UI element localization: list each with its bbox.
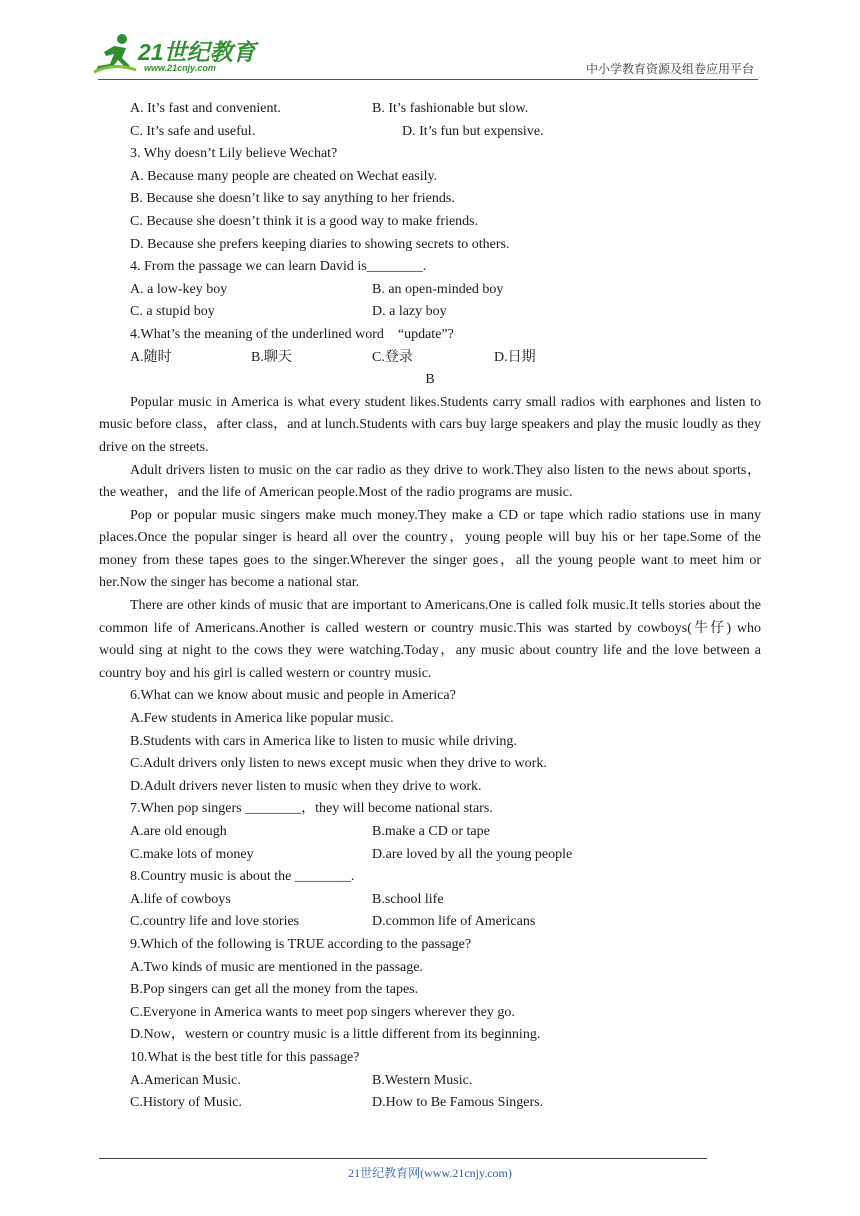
option: C.country life and love stories: [130, 914, 300, 930]
site-logo: [92, 32, 262, 80]
option: C.History of Music.: [130, 1095, 242, 1111]
option: D. a lazy boy: [372, 304, 447, 320]
option: D.common life of Americans: [372, 914, 536, 930]
platform-title: 中小学教育资源及组卷应用平台: [585, 62, 754, 76]
option-row: [99, 889, 761, 912]
option: A.life of cowboys: [130, 891, 231, 907]
option: C.Everyone in America wants to meet pop singers wherever they go.: [130, 1004, 515, 1020]
option: C.Adult drivers only listen to news except music when they drive to work.: [130, 756, 547, 772]
option-row: [99, 301, 761, 324]
page-header: [0, 0, 860, 90]
document-body: [99, 98, 761, 1115]
passage-paragraph: Pop or popular music singers make much money.They make a CD or tape which radio stations use in many places.Once the popular singer is heard all over the country，young people will buy his or her tape.Some of the money from these tapes goes to the singer.Wherever the singer goes，all the young people want to meet him or her.Now the singer has become a national star.: [99, 507, 761, 591]
option: B.Pop singers can get all the money from the tapes.: [130, 982, 419, 998]
footer-link[interactable]: 21世纪教育网(www.21cnjy.com): [348, 1166, 512, 1180]
passage-paragraph: Popular music in America is what every student likes.Students carry small radios with earphones and listen to music before class，after class，and at lunch.Students with cars buy large speakers and play the music loudly as they drive on the streets.: [99, 394, 761, 455]
question: 7.When pop singers ________，they will become national stars.: [130, 801, 493, 817]
option: A. Because many people are cheated on Wechat easily.: [130, 168, 438, 184]
option: B. Because she doesn’t like to say anything to her friends.: [130, 191, 455, 207]
runner-icon: [92, 32, 138, 76]
option: D. It’s fun but expensive.: [402, 123, 544, 139]
option-row: [99, 844, 761, 867]
passage-paragraph: There are other kinds of music that are important to Americans.One is called folk music.It tells stories about the common life of Americans.Another is called western or country music.This was started by cowboys(牛仔) who would sing at night to the cows they were watching.Today，any music about country life and the love between a country boy and his girl is called western or country music.: [99, 598, 761, 681]
option: A.Few students in America like popular music.: [130, 711, 394, 727]
question: 4.What’s the meaning of the underlined word “update”?: [130, 326, 454, 342]
question: 6.What can we know about music and people in America?: [130, 688, 456, 704]
option: A. a low-key boy: [130, 281, 228, 297]
option-row: [99, 347, 761, 370]
option: C. It’s safe and useful.: [130, 123, 256, 139]
option: B.make a CD or tape: [372, 824, 490, 839]
footer-divider: [99, 1158, 707, 1159]
option: D.Adult drivers never listen to music when they drive to work.: [130, 778, 482, 794]
option-row: [99, 821, 761, 844]
option: A.are old enough: [130, 824, 227, 839]
option: B.聊天: [251, 349, 292, 365]
option: B. an open-minded boy: [372, 281, 504, 297]
logo-url: www.21cnjy.com: [144, 63, 216, 73]
option: C. Because she doesn’t think it is a good way to make friends.: [130, 213, 479, 229]
option: B. It’s fashionable but slow.: [372, 101, 529, 116]
question: 9.Which of the following is TRUE according to the passage?: [130, 936, 472, 952]
option: A.随时: [130, 349, 172, 365]
option: A. It’s fast and convenient.: [130, 101, 281, 116]
section-heading: B: [425, 372, 435, 388]
option-row: [99, 1070, 761, 1093]
option: D.Now，western or country music is a little different from its beginning.: [130, 1027, 541, 1043]
header-divider: [98, 79, 758, 80]
question: 4. From the passage we can learn David is________.: [130, 259, 427, 275]
option-row: [99, 1092, 761, 1115]
option: D.日期: [494, 349, 536, 365]
question: 8.Country music is about the ________.: [130, 869, 355, 885]
option: C.make lots of money: [130, 846, 254, 862]
option-row: [99, 121, 761, 144]
question: 10.What is the best title for this passage?: [130, 1049, 360, 1065]
option: A.American Music.: [130, 1072, 241, 1088]
option: C.登录: [372, 349, 413, 365]
option: C. a stupid boy: [130, 304, 215, 320]
option: D.are loved by all the young people: [372, 846, 573, 862]
question: 3. Why doesn’t Lily believe Wechat?: [130, 146, 338, 162]
passage-paragraph: Adult drivers listen to music on the car radio as they drive to work.They also listen to the news about sports，the weather，and the life of American people.Most of the radio programs are music.: [99, 462, 761, 501]
option: B.Western Music.: [372, 1072, 473, 1088]
option-row: [99, 911, 761, 934]
option: D. Because she prefers keeping diaries to showing secrets to others.: [130, 236, 510, 252]
option: D.How to Be Famous Singers.: [372, 1095, 544, 1111]
option-row: [99, 98, 761, 121]
option: A.Two kinds of music are mentioned in the passage.: [130, 959, 423, 975]
option: B.Students with cars in America like to listen to music while driving.: [130, 733, 517, 749]
option: B.school life: [372, 891, 444, 907]
logo-text: 21世纪教育: [138, 39, 256, 65]
option-row: [99, 279, 761, 302]
